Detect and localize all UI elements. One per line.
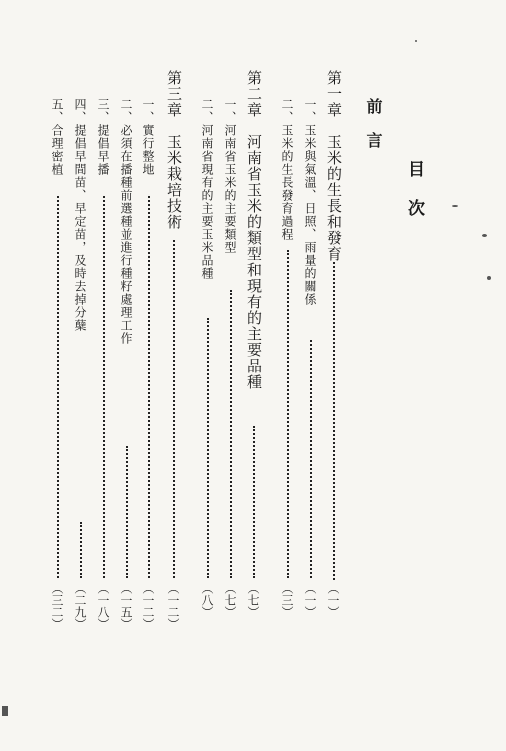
- page-number: （三二）: [50, 582, 64, 630]
- page-number: （七）: [223, 582, 237, 618]
- leader-dots: [287, 250, 289, 578]
- page-number: （一八）: [96, 582, 110, 630]
- page-number: （一二）: [141, 582, 155, 630]
- scan-speck: [487, 276, 491, 280]
- leader-dots: [207, 318, 209, 578]
- toc-entry-3-5[interactable]: 五、合理密植: [50, 98, 64, 176]
- scan-speck: [415, 40, 417, 42]
- page-number: （一）: [326, 582, 340, 618]
- leader-dots: [173, 240, 175, 578]
- page-number: （八）: [200, 582, 214, 618]
- toc-entry-3-1[interactable]: 一、實行整地: [141, 98, 155, 176]
- toc-entry-3-4[interactable]: 四、提倡早間苗、早定苗，及時去掉分蘖: [73, 98, 87, 332]
- scan-speck: [482, 234, 487, 237]
- preface-entry: 前言: [364, 98, 383, 166]
- toc-entry-chapter-2[interactable]: 第二章 河南省玉米的類型和現有的主要品種: [245, 70, 263, 390]
- leader-dots: [253, 426, 255, 578]
- page-number: （一二）: [166, 582, 180, 630]
- toc-entry-2-2[interactable]: 二、河南省現有的主要玉米品種: [200, 98, 214, 280]
- leader-dots: [310, 340, 312, 578]
- leader-dots: [230, 290, 232, 578]
- page-number: （一五）: [119, 582, 133, 630]
- toc-entry-1-1[interactable]: 一、玉米與氣溫、日照、雨量的關係: [303, 98, 317, 306]
- leader-dots: [148, 196, 150, 578]
- toc-entry-chapter-3[interactable]: 第三章 玉米栽培技術: [165, 70, 183, 230]
- scan-speck: [452, 205, 458, 207]
- page-number: （三）: [280, 582, 294, 618]
- toc-entry-chapter-1[interactable]: 第一章 玉米的生長和發育: [325, 70, 343, 262]
- leader-dots: [80, 522, 82, 578]
- leader-dots: [126, 446, 128, 578]
- page-number: （二九）: [73, 582, 87, 630]
- leader-dots: [57, 196, 59, 578]
- toc-entry-3-2[interactable]: 二、必須在播種前選種並進行種籽處理工作: [119, 98, 133, 345]
- page-number: （一）: [303, 582, 317, 618]
- toc-entry-1-2[interactable]: 二、玉米的生長發育過程: [280, 98, 294, 241]
- scan-speck: [2, 706, 8, 716]
- toc-entry-3-3[interactable]: 三、提倡早播: [96, 98, 110, 176]
- leader-dots: [103, 196, 105, 578]
- toc-title: 目次: [404, 160, 424, 238]
- page-number: （七）: [246, 582, 260, 618]
- leader-dots: [333, 262, 335, 580]
- toc-entry-2-1[interactable]: 一、河南省玉米的主要類型: [223, 98, 237, 254]
